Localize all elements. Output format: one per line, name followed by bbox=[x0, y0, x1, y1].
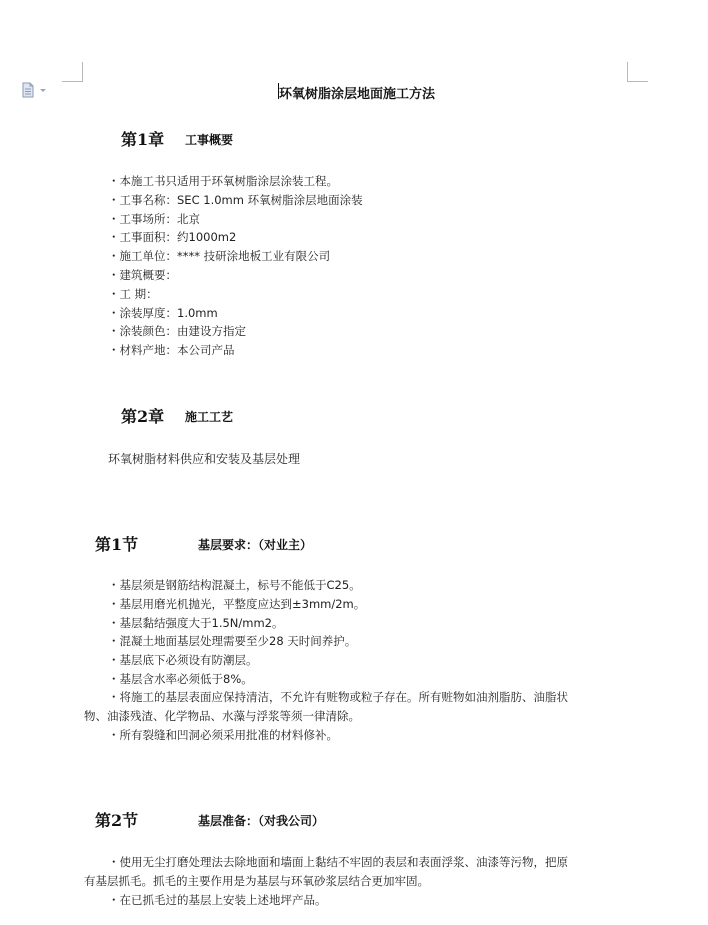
section-2-paragraph-line-1: ・使用无尘打磨处理法去除地面和墙面上黏结不牢固的表层和表面浮浆、油漆等污物，把原 bbox=[108, 855, 568, 869]
section-1-last-item: ・所有裂缝和凹洞必须采用批准的材料修补。 bbox=[108, 728, 338, 742]
list-item: ・基层含水率必须低于8%。 bbox=[108, 671, 253, 686]
section-2-number: 第2节 bbox=[95, 811, 139, 830]
document-icon[interactable] bbox=[21, 82, 49, 98]
list-item: ・材料产地：本公司产品 bbox=[108, 343, 235, 358]
chapter-2-intro: 环氧树脂材料供应和安装及基层处理 bbox=[108, 452, 301, 466]
list-item: ・施工单位：**** 技研涂地板工业有限公司 bbox=[108, 249, 331, 264]
list-item: ・工事场所：北京 bbox=[108, 211, 200, 226]
list-item: ・基层须是钢筋结构混凝土，标号不能低于C25。 bbox=[108, 578, 361, 592]
list-item: ・工事面积：约1000m2 bbox=[108, 230, 237, 245]
section-2-title: 基层准备：（对我公司） bbox=[198, 814, 325, 828]
caret-down-icon bbox=[40, 89, 46, 92]
crop-mark-top-right-v bbox=[627, 62, 628, 82]
section-2-last-item: ・在已抓毛过的基层上安装上述地坪产品。 bbox=[108, 893, 327, 907]
list-item: ・基层底下必须设有防潮层。 bbox=[108, 653, 258, 668]
list-item: ・工 期： bbox=[108, 286, 158, 301]
crop-mark-top-left-v bbox=[82, 62, 83, 82]
chapter-2-title: 施工工艺 bbox=[185, 410, 234, 424]
section-1-number: 第1节 bbox=[95, 535, 139, 554]
list-item: ・建筑概要： bbox=[108, 267, 177, 282]
chapter-2-number: 第2章 bbox=[121, 407, 165, 426]
section-1-paragraph-line-2: 物、油漆残渣、化学物品、水藻与浮浆等须一律清除。 bbox=[84, 709, 360, 723]
section-2-paragraph-line-2: 有基层抓毛。抓毛的主要作用是为基层与环氧砂浆层结合更加牢固。 bbox=[84, 874, 429, 888]
list-item: ・工事名称：SEC 1.0mm 环氧树脂涂层地面涂装 bbox=[108, 192, 363, 207]
list-item: ・本施工书只适用于环氧树脂涂层涂装工程。 bbox=[108, 174, 338, 188]
list-item: ・基层用磨光机抛光，平整度应达到±3mm/2m。 bbox=[108, 596, 366, 611]
list-item: ・基层黏结强度大于1.5N/mm2。 bbox=[108, 615, 284, 630]
crop-mark-top-left-h bbox=[62, 81, 83, 82]
section-1-title: 基层要求：（对业主） bbox=[198, 538, 313, 552]
chapter-1-number: 第1章 bbox=[121, 130, 165, 149]
list-item: ・混凝土地面基层处理需要至少28 天时间养护。 bbox=[108, 634, 357, 649]
crop-mark-top-right-h bbox=[627, 81, 648, 82]
document-title: 环氧树脂涂层地面施工方法 bbox=[279, 87, 436, 102]
list-item: ・涂装厚度：1.0mm bbox=[108, 305, 218, 320]
chapter-1-title: 工事概要 bbox=[185, 133, 234, 147]
list-item: ・涂装颜色：由建设方指定 bbox=[108, 324, 246, 339]
section-1-list bbox=[108, 576, 365, 689]
chapter-1-list bbox=[108, 172, 363, 360]
section-1-paragraph-line-1: ・将施工的基层表面应保持清洁，不允许有赃物或粒子存在。所有赃物如油剂脂肪、油脂状 bbox=[108, 690, 568, 704]
